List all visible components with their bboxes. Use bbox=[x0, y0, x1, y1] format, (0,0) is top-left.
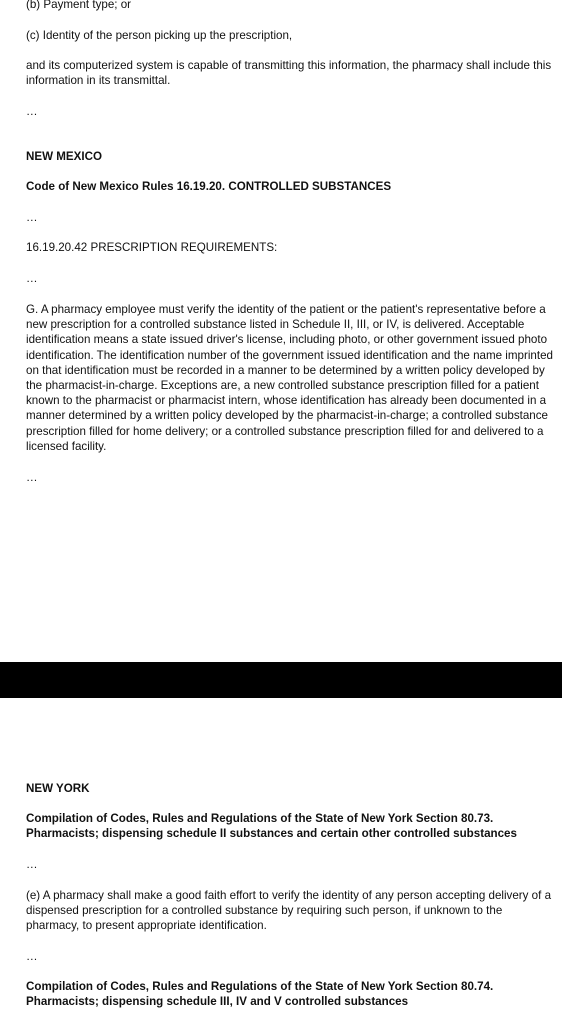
ellipsis: … bbox=[26, 211, 38, 224]
transmittal-paragraph: and its computerized system is capable of transmitting this information, the pharmacy shall include this information in its transmittal. bbox=[26, 59, 552, 88]
code-title-section-80-73: Compilation of Codes, Rules and Regulations of the State of New York Section 80.73. Pharmacists; dispensing schedule II substances and certain other controlled substances bbox=[26, 812, 517, 841]
code-title-new-mexico: Code of New Mexico Rules 16.19.20. CONTROLLED SUBSTANCES bbox=[26, 180, 392, 193]
ellipsis: … bbox=[26, 950, 38, 963]
ellipsis: … bbox=[26, 105, 38, 118]
code-title-section-80-74: Compilation of Codes, Rules and Regulations of the State of New York Section 80.74. Pharmacists; dispensing schedule III, IV and V controlled substances bbox=[26, 980, 494, 1009]
line-b: (b) Payment type; or bbox=[26, 0, 132, 11]
state-heading-new-mexico: NEW MEXICO bbox=[26, 150, 103, 163]
paragraph-g: G. A pharmacy employee must verify the identity of the patient or the patient's representative before a new prescription for a controlled substance listed in Schedule II, III, or IV, is delivered. Acceptable identification means a state issued driver's license, including photo, or other government issued photo identification. The identification number of the government issued identification and the name imprinted on that identification must be recorded in a manner to be determined by a written policy developed by the pharmacist-in-charge. Exceptions are, a new controlled substance prescription filled for a patient known to the pharmacist or pharmacist intern, whose identification has already been documented in a manner determined by a written policy developed by the pharmacist-in-charge; a controlled substance prescription filled for home delivery; or a controlled substance prescription filled for and delivered to a licensed facility. bbox=[26, 303, 553, 453]
ellipsis: … bbox=[26, 858, 38, 871]
paragraph-e: (e) A pharmacy shall make a good faith effort to verify the identity of any person accepting delivery of a dispensed prescription for a controlled substance by requiring such person, if unknown to the pharmacy, to present appropriate identification. bbox=[26, 889, 552, 933]
ellipsis: … bbox=[26, 272, 38, 285]
page-separator-bar bbox=[0, 662, 562, 698]
line-c: (c) Identity of the person picking up the prescription, bbox=[26, 29, 293, 42]
section-title: 16.19.20.42 PRESCRIPTION REQUIREMENTS: bbox=[26, 241, 278, 254]
state-heading-new-york: NEW YORK bbox=[26, 782, 90, 795]
ellipsis: … bbox=[26, 471, 38, 484]
